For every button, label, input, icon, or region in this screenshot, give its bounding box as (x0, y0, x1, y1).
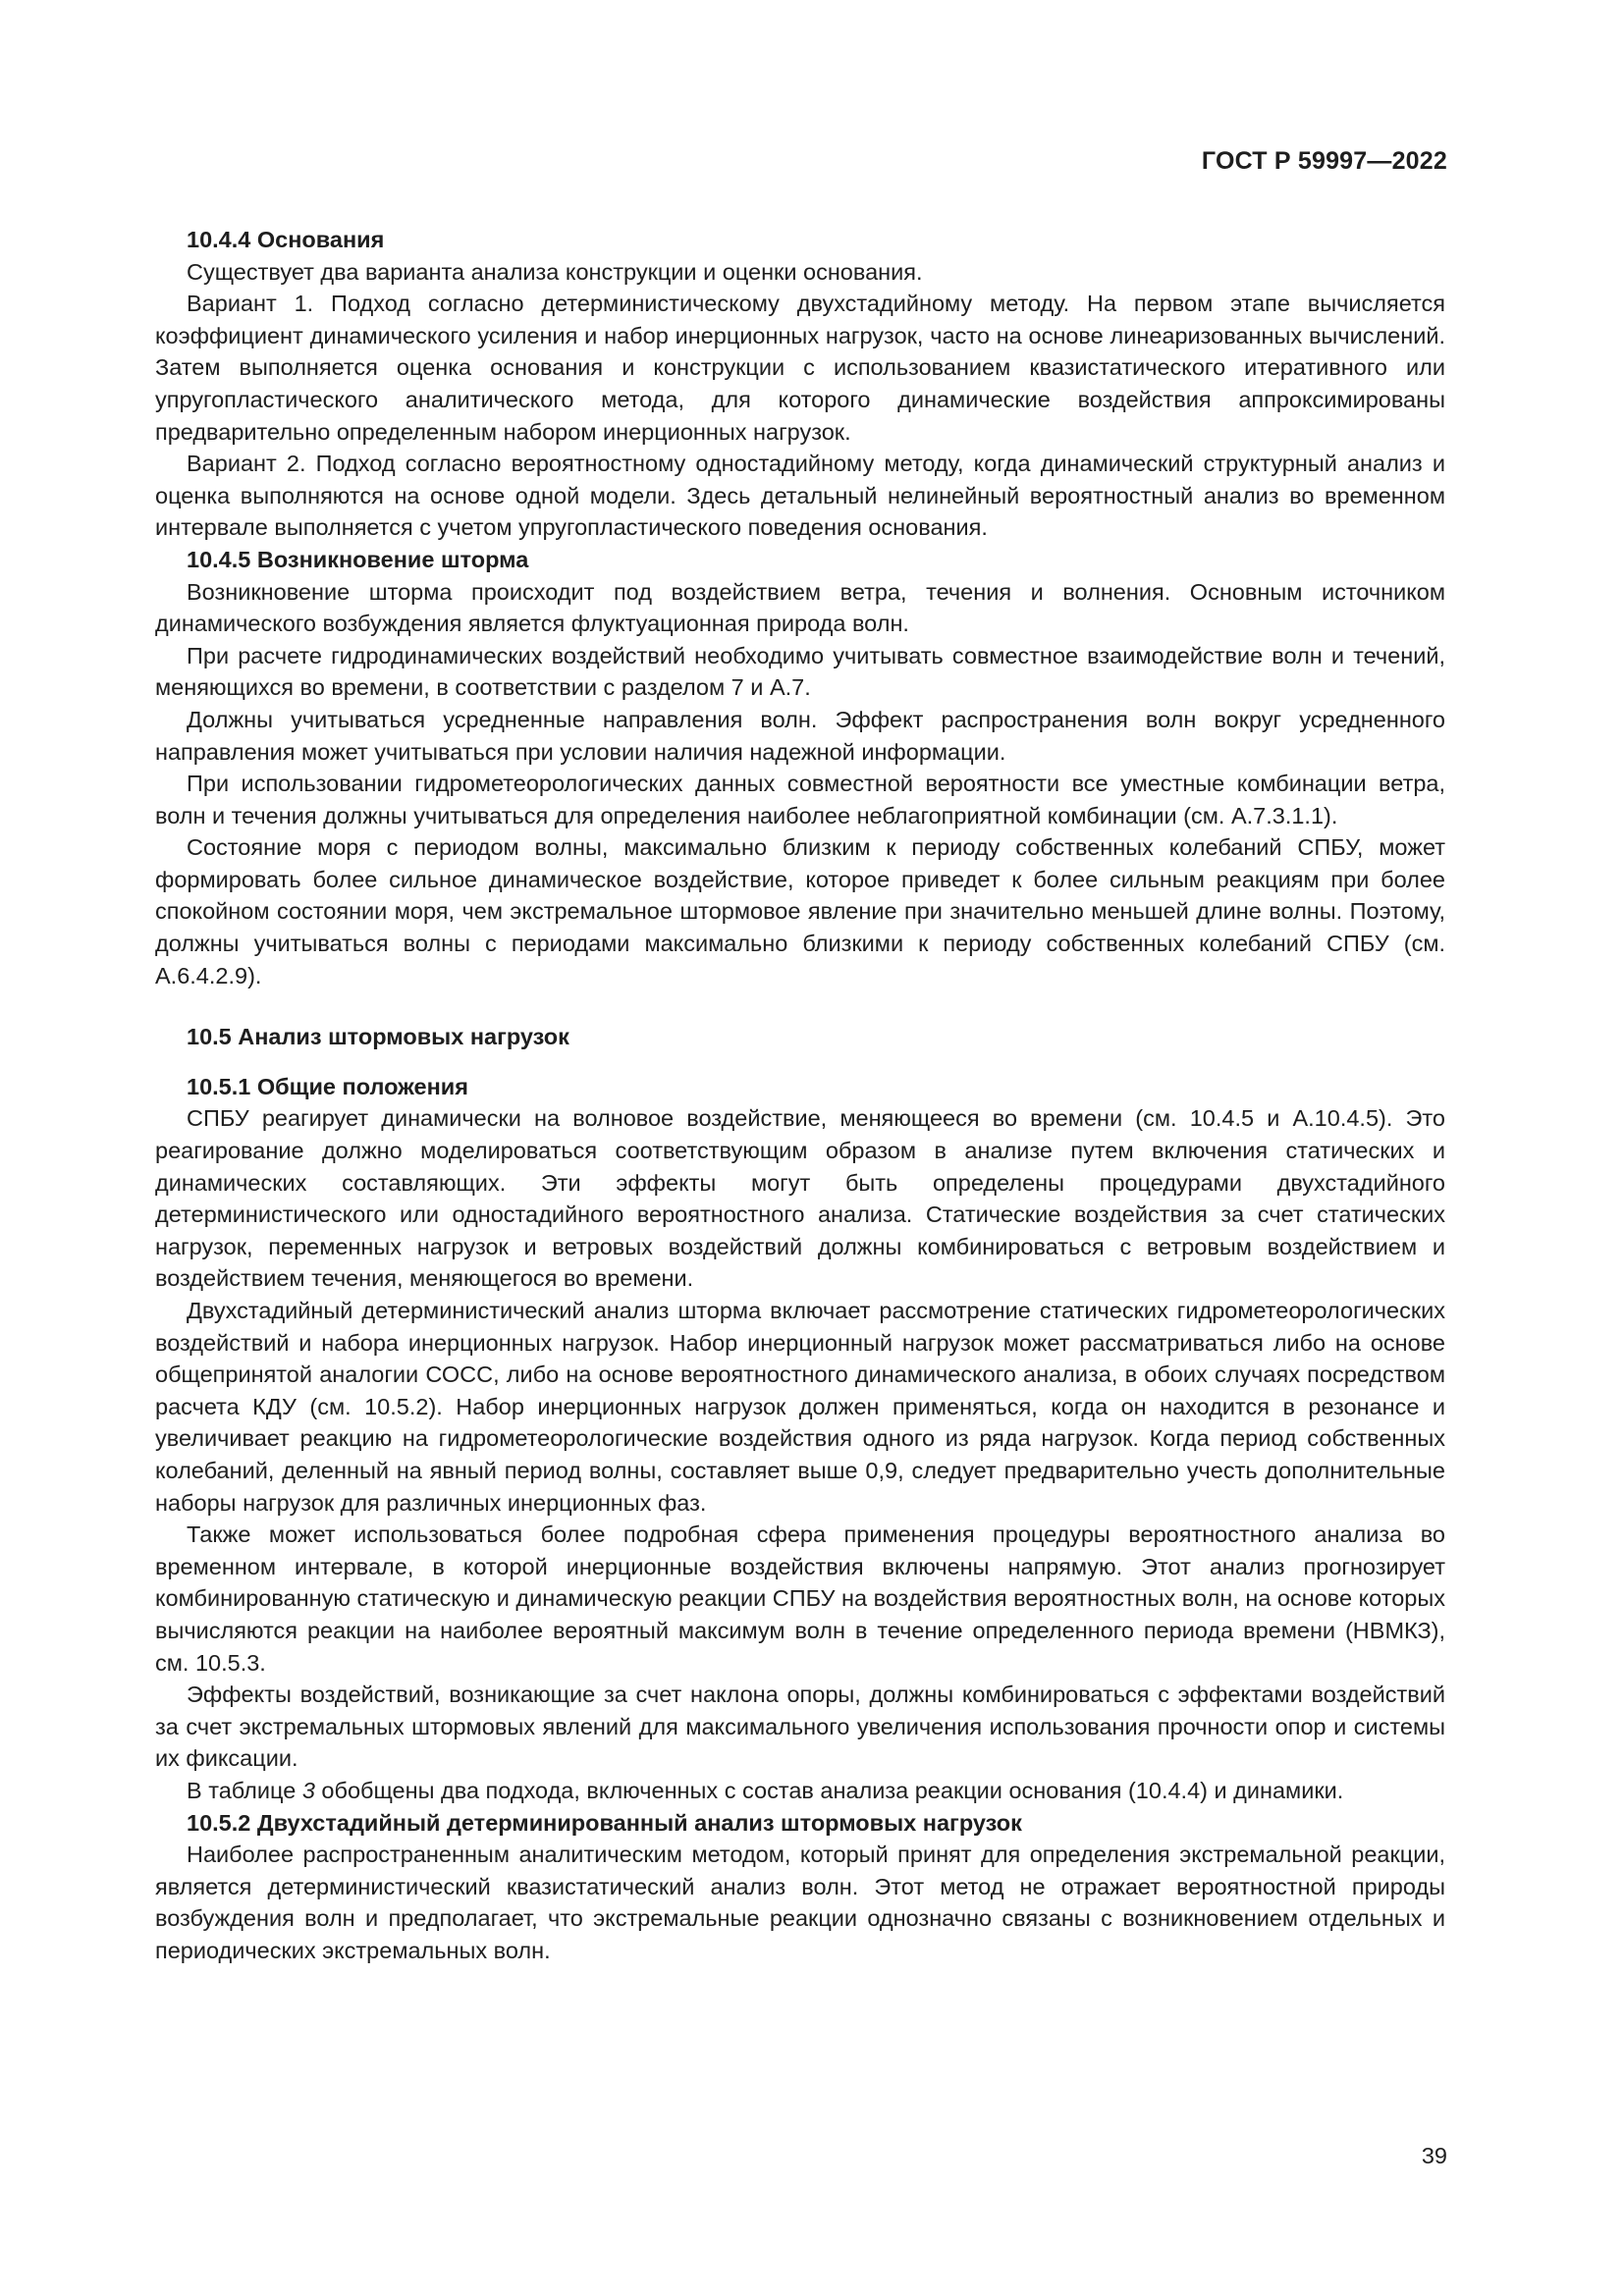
text-run: В таблице (187, 1777, 302, 1803)
paragraph: Также может использоваться более подробная сфера применения процедуры вероятностного анализа во временном интервале, в которой инерционные воздействия включены напрямую. Этот анализ прогнозирует комбинированную статическую и динамическую реакции СПБУ на воздействия вероятностных волн, на основе которых вычисляются реакции на наиболее вероятный максимум волн в течение определенного периода времени (НВМКЗ), см. 10.5.3. (155, 1522, 1445, 1676)
section-heading-10-5: 10.5 Анализ штормовых нагрузок (187, 1024, 569, 1050)
paragraph: СПБУ реагирует динамически на волновое воздействие, меняющееся во времени (см. 10.4.5 и А.10.4.5). Это реагирование должно моделироваться соответствующим образом в анализе путем включения статических и динамических составляющих. Эти эффекты могут быть определены процедурами двухстадийного детерминистического или одностадийного вероятностного анализа. Статические воздействия за счет статических нагрузок, переменных нагрузок и ветровых воздействий должны комбинироваться с ветровым воздействием и воздействием течения, меняющегося во времени. (155, 1105, 1445, 1292)
text-run: обобщены два подхода, включенных с состав анализа реакции основания (10.4.4) и динамики. (314, 1777, 1344, 1803)
document-body (155, 224, 1445, 1966)
paragraph: Наиболее распространенным аналитическим методом, который принят для определения экстремальной реакции, является детерминистический квазистатический анализ волн. Этот метод не отражает вероятностной природы возбуждения волн и предполагает, что экстремальные реакции однозначно связаны с возникновением отдельных и периодических экстремальных волн. (155, 1842, 1445, 1963)
paragraph: Состояние моря с периодом волны, максимально близким к периоду собственных колебаний СПБУ, может формировать более сильное динамическое воздействие, которое приведет к более сильным реакциям при более спокойном состоянии моря, чем экстремальное штормовое явление при значительно меньшей длине волны. Поэтому, должны учитываться волны с периодами максимально близкими к периоду собственных колебаний СПБУ (см. А.6.4.2.9). (155, 834, 1445, 988)
table-reference: 3 (301, 1777, 315, 1803)
paragraph: При расчете гидродинамических воздействий необходимо учитывать совместное взаимодействие волн и течений, меняющихся во времени, в соответствии с разделом 7 и А.7. (155, 642, 1445, 701)
paragraph: Существует два варианта анализа конструкции и оценки основания. (187, 258, 923, 285)
page-number: 39 (1421, 2143, 1447, 2168)
document-code-header: ГОСТ Р 59997—2022 (1201, 147, 1447, 175)
section-heading-10-4-5: 10.4.5 Возникновение шторма (187, 546, 529, 572)
paragraph: Вариант 1. Подход согласно детерминистическому двухстадийному методу. На первом этапе вычисляется коэффициент динамического усиления и набор инерционных нагрузок, часто на основе линеаризованных вычислений. Затем выполняется оценка основания и конструкции с использованием квазистатического итеративного или упругопластического аналитического метода, для которого динамические воздействия аппроксимированы предварительно определенным набором инерционных нагрузок. (155, 291, 1445, 445)
section-heading-10-5-1: 10.5.1 Общие положения (187, 1073, 468, 1099)
paragraph: При использовании гидрометеорологических данных совместной вероятности все уместные комбинации ветра, волн и течения должны учитываться для определения наиболее неблагоприятной комбинации (см. А.7.3.1.1). (155, 771, 1445, 828)
paragraph (155, 1775, 1445, 1807)
paragraph: Вариант 2. Подход согласно вероятностному одностадийному методу, когда динамический структурный анализ и оценка выполняются на основе одной модели. Здесь детальный нелинейный вероятностный анализ во временном интервале выполняется с учетом упругопластического поведения основания. (155, 451, 1445, 541)
paragraph: Двухстадийный детерминистический анализ шторма включает рассмотрение статических гидрометеорологических воздействий и набора инерционных нагрузок. Набор инерционный нагрузок может рассматриваться либо на основе общепринятой аналогии СОСС, либо на основе вероятностного динамического анализа, в обоих случаях посредством расчета КДУ (см. 10.5.2). Набор инерционных нагрузок должен применяться, когда он находится в резонансе и увеличивает реакцию на гидрометеорологические воздействия одного из ряда нагрузок. Когда период собственных колебаний, деленный на явный период волны, составляет выше 0,9, следует предварительно учесть дополнительные наборы нагрузок для различных инерционных фаз. (155, 1298, 1445, 1516)
section-heading-10-5-2: 10.5.2 Двухстадийный детерминированный анализ штормовых нагрузок (187, 1809, 1022, 1836)
paragraph: Эффекты воздействий, возникающие за счет наклона опоры, должны комбинироваться с эффектами воздействий за счет экстремальных штормовых явлений для максимального увеличения использования прочности опор и системы их фиксации. (155, 1682, 1445, 1772)
paragraph: Возникновение шторма происходит под воздействием ветра, течения и волнения. Основным источником динамического возбуждения является флуктуационная природа волн. (155, 578, 1445, 637)
section-heading-10-4-4: 10.4.4 Основания (187, 227, 385, 252)
paragraph: Должны учитываться усредненные направления волн. Эффект распространения волн вокруг усредненного направления может учитываться при условии наличия надежной информации. (155, 706, 1445, 765)
